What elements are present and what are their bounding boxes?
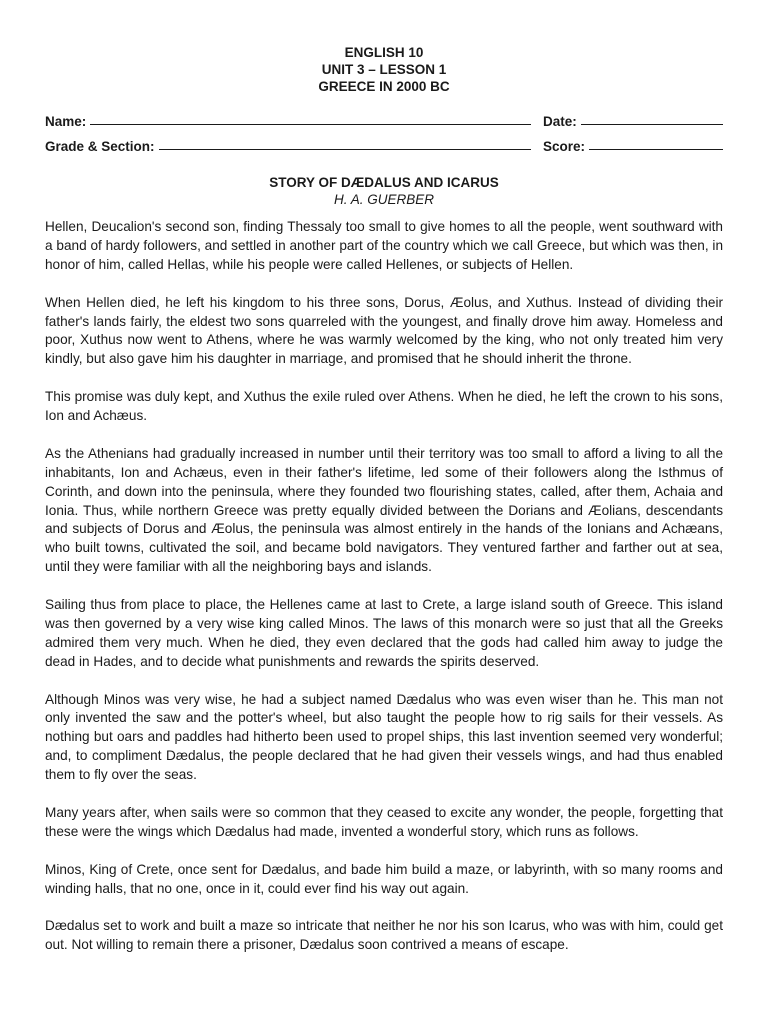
grade-section-label: Grade & Section: xyxy=(45,139,155,154)
worksheet-page xyxy=(45,44,723,955)
date-field xyxy=(543,112,723,130)
name-label: Name: xyxy=(45,114,87,129)
story-paragraph: Many years after, when sails were so common that they ceased to excite any wonder, the people, forgetting that these were the wings which Dædalus had made, invented a wonderful story, which runs as follows. xyxy=(45,805,723,839)
score-field xyxy=(543,137,723,155)
name-blank-line[interactable] xyxy=(90,111,531,125)
worksheet-header xyxy=(45,44,723,95)
story-body xyxy=(45,218,723,955)
topic-title: GREECE IN 2000 BC xyxy=(318,79,450,94)
unit-lesson: UNIT 3 – LESSON 1 xyxy=(321,62,447,77)
date-label: Date: xyxy=(543,114,577,129)
grade-section-field xyxy=(45,137,531,155)
name-date-row xyxy=(45,112,723,130)
story-paragraph: When Hellen died, he left his kingdom to his three sons, Dorus, Æolus, and Xuthus. Instead of dividing their father's lands fairly, the eldest two sons quarreled with the youngest, and finally drove him away. Homeless and poor, Xuthus now went to Athens, where he was warmly welcomed by the king, who not only treated him very kindly, but also gave him his daughter in marriage, and promised that he should inherit the throne. xyxy=(45,294,723,367)
story-paragraph: Minos, King of Crete, once sent for Dædalus, and bade him build a maze, or labyrinth, with so many rooms and winding halls, that no one, once in it, could ever find his way out again. xyxy=(45,861,723,896)
date-blank-line[interactable] xyxy=(581,111,723,125)
course-title: ENGLISH 10 xyxy=(344,45,424,60)
grade-section-blank-line[interactable] xyxy=(159,136,531,150)
story-author: H. A. GUERBER xyxy=(333,192,435,207)
story-paragraph: Although Minos was very wise, he had a subject named Dædalus who was even wiser than he. This man not only invented the saw and the potter's wheel, but also taught the people how to rig sails for their vessels. As nothing but oars and paddles had hitherto been used to propel ships, this last invention seemed very wonderful; and, to compliment Dædalus, the people declared that he had given their vessels wings, and had thus enabled them to fly over the seas. xyxy=(45,691,723,783)
story-paragraph: Dædalus set to work and built a maze so intricate that neither he nor his son Icarus, who was with him, could get out. Not willing to remain there a prisoner, Dædalus soon contrived a means of escape. xyxy=(45,918,723,953)
story-paragraph: As the Athenians had gradually increased in number until their territory was too small to afford a living to all the inhabitants, Ion and Achæus, even in their father's lifetime, led some of their followers along the Isthmus of Corinth, and down into the peninsula, where they founded two flourishing states, called, after them, Achaia and Ionia. Thus, while northern Greece was pretty equally divided between the Dorians and Æolians, descendants and subjects of Dorus and Æolus, the peninsula was almost entirely in the hands of the Ionians and Achæans, who built towns, cultivated the soil, and became bold navigators. They ventured farther and farther out at sea, until they were familiar with all the neighboring bays and islands. xyxy=(45,445,723,575)
story-paragraph: This promise was duly kept, and Xuthus the exile ruled over Athens. When he died, he left the crown to his sons, Ion and Achæus. xyxy=(45,389,723,424)
story-paragraph: Sailing thus from place to place, the Hellenes came at last to Crete, a large island south of Greece. This island was then governed by a very wise king called Minos. The laws of this monarch were so just that all the Greeks admired them very much. When he died, they even declared that the gods had called him away to judge the dead in Hades, and to decide what punishments and rewards the spirits deserved. xyxy=(45,597,723,669)
score-blank-line[interactable] xyxy=(589,136,723,150)
grade-score-row xyxy=(45,137,723,155)
story-title: STORY OF DÆDALUS AND ICARUS xyxy=(269,175,499,190)
score-label: Score: xyxy=(543,139,586,154)
story-paragraph: Hellen, Deucalion's second son, finding Thessaly too small to give homes to all the people, went southward with a band of hardy followers, and settled in another part of the country which we call Greece, but which was then, in honor of him, called Hellas, while his people were called Hellenes, or subjects of Hellen. xyxy=(45,219,723,272)
name-field xyxy=(45,112,531,130)
